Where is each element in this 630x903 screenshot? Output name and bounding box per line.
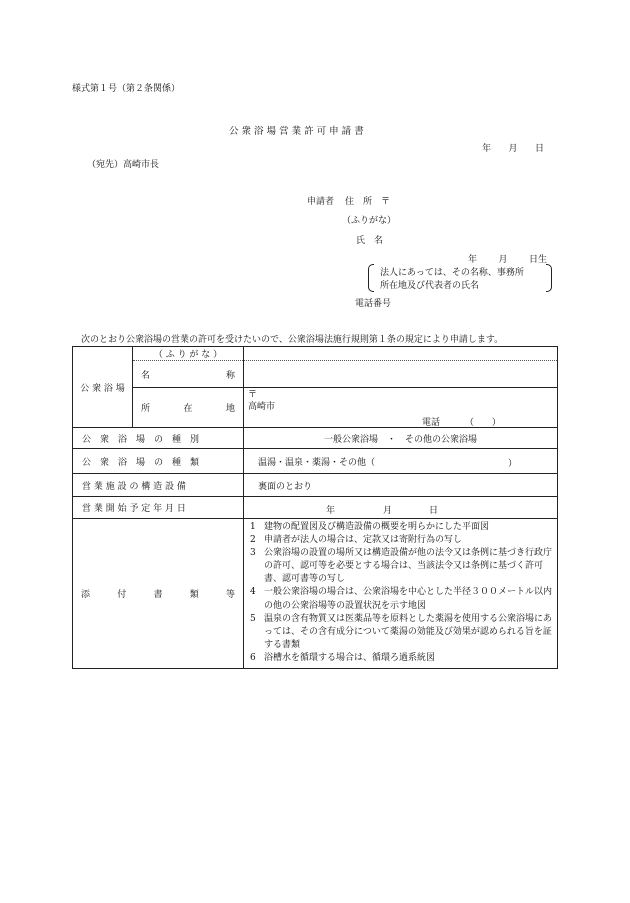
- location-label-c: 地: [225, 404, 235, 414]
- structure-row: [73, 474, 558, 497]
- start-date-row: [73, 497, 558, 519]
- bath-type-label: 公 衆 浴 場 の 種 別: [73, 428, 244, 449]
- location-row: [73, 388, 558, 428]
- attachment-item: 4 一般公衆浴場の場合は、公衆浴場を中心とした半径３００メートル以内の他の公衆浴場等の設置状況を示す地図: [250, 587, 553, 611]
- furigana-field[interactable]: [244, 347, 558, 361]
- start-year-label: 年: [326, 506, 336, 516]
- location-label: [133, 388, 244, 428]
- birth-year-label: 年: [468, 255, 478, 265]
- applicant-phone-label: 電話番号: [355, 299, 392, 309]
- name-field[interactable]: [244, 361, 558, 388]
- bath-type-value[interactable]: 一般公衆浴場 ・ その他の公衆浴場: [244, 428, 558, 449]
- name-label-b: 称: [225, 370, 235, 381]
- application-table: [72, 346, 558, 669]
- name-row: [73, 361, 558, 388]
- postal-mark: 〒: [248, 390, 258, 400]
- public-bath-group-label: 公 衆 浴 場: [73, 347, 133, 428]
- date-day-label: 日: [534, 144, 544, 154]
- attachment-item: 5 温泉の含有物質又は医薬品等を原料とした薬湯を使用する公衆浴場にあっては、その含有成分について薬湯の効能及び効果が認められる旨を証する書類: [250, 613, 553, 650]
- location-phone-paren: （ ）: [464, 418, 501, 428]
- name-label-a: 名: [141, 370, 151, 381]
- attachment-item: 2 申請者が法人の場合は、定款又は寄附行為の写し: [250, 535, 463, 546]
- right-bracket: [546, 264, 552, 292]
- page-title: 公 衆 浴 場 営 業 許 可 申 請 書: [229, 126, 364, 137]
- corporation-note: [368, 264, 552, 292]
- corp-note-line2: 所在地及び代表者の氏名: [380, 281, 480, 291]
- bath-kind-row: [73, 449, 558, 474]
- attachments-row: [73, 519, 558, 669]
- submission-date: [482, 141, 544, 154]
- attach-label-e: 等: [225, 590, 235, 601]
- applicant-label: 申請者: [307, 197, 335, 207]
- bath-kind-label: 公 衆 浴 場 の 種 類: [73, 449, 244, 474]
- furigana-label: （ ふ り が な ）: [133, 347, 244, 361]
- date-year-label: 年: [482, 144, 492, 154]
- date-month-label: 月: [508, 144, 518, 154]
- bath-kind-close: ）: [508, 459, 518, 469]
- applicant-furigana-label: （ふりがな）: [342, 216, 397, 226]
- start-day-label: 日: [429, 506, 439, 516]
- addressee: （宛先）高崎市長: [87, 160, 160, 170]
- attachment-item: 3 公衆浴場の設置の場所又は構造設備が他の法令又は条例に基づき行政庁の許可、認可等を必要とする場合は、当該法令又は条例に基づく許可書、認可書等の写し: [250, 548, 553, 585]
- attachments-label: [73, 519, 244, 669]
- start-month-label: 月: [383, 506, 393, 516]
- location-field[interactable]: [244, 388, 558, 428]
- attach-label-b: 付: [117, 590, 127, 601]
- attach-label-d: 類: [189, 590, 199, 601]
- applicant-address-label: 住 所 〒: [345, 197, 391, 207]
- form-number: 様式第１号（第２条関係）: [72, 84, 181, 94]
- structure-value[interactable]: 裏面のとおり: [244, 474, 558, 497]
- bath-kind-value: 温湯・温泉・薬湯・その他（: [258, 457, 376, 468]
- left-bracket: [368, 264, 374, 292]
- location-phone-label: 電話: [422, 418, 441, 428]
- attachment-item: 6 浴槽水を循環する場合は、循環ろ過系統図: [250, 652, 436, 663]
- location-label-b: 在: [183, 404, 193, 414]
- intro-statement: 次のとおり公衆浴場の営業の許可を受けたいので、公衆浴場法施行規則第１条の規定により申請します。: [81, 335, 504, 345]
- name-label: [133, 361, 244, 388]
- bath-type-row: [73, 428, 558, 449]
- corp-note-line1: 法人にあっては、その名称、事務所: [380, 268, 524, 278]
- attachments-list: [244, 519, 558, 669]
- city-name: 高崎市: [248, 402, 276, 412]
- start-date-field[interactable]: [244, 497, 558, 519]
- birth-day-label: 日生: [528, 255, 547, 265]
- birth-month-label: 月: [498, 255, 508, 265]
- location-phone: [422, 415, 501, 428]
- location-label-a: 所: [141, 404, 151, 414]
- attach-label-c: 書: [153, 590, 163, 601]
- start-date-label: 営 業 開 始 予 定 年 月 日: [73, 497, 244, 519]
- bath-kind-field[interactable]: [244, 449, 558, 474]
- attachment-item: 1 建物の配置図及び構造設備の概要を明らかにした平面図: [250, 522, 490, 532]
- structure-label: 営 業 施 設 の 構 造 設 備: [73, 474, 244, 497]
- applicant-name-label: 氏 名: [356, 236, 384, 246]
- furigana-row: [73, 347, 558, 361]
- attach-label-a: 添: [81, 590, 91, 601]
